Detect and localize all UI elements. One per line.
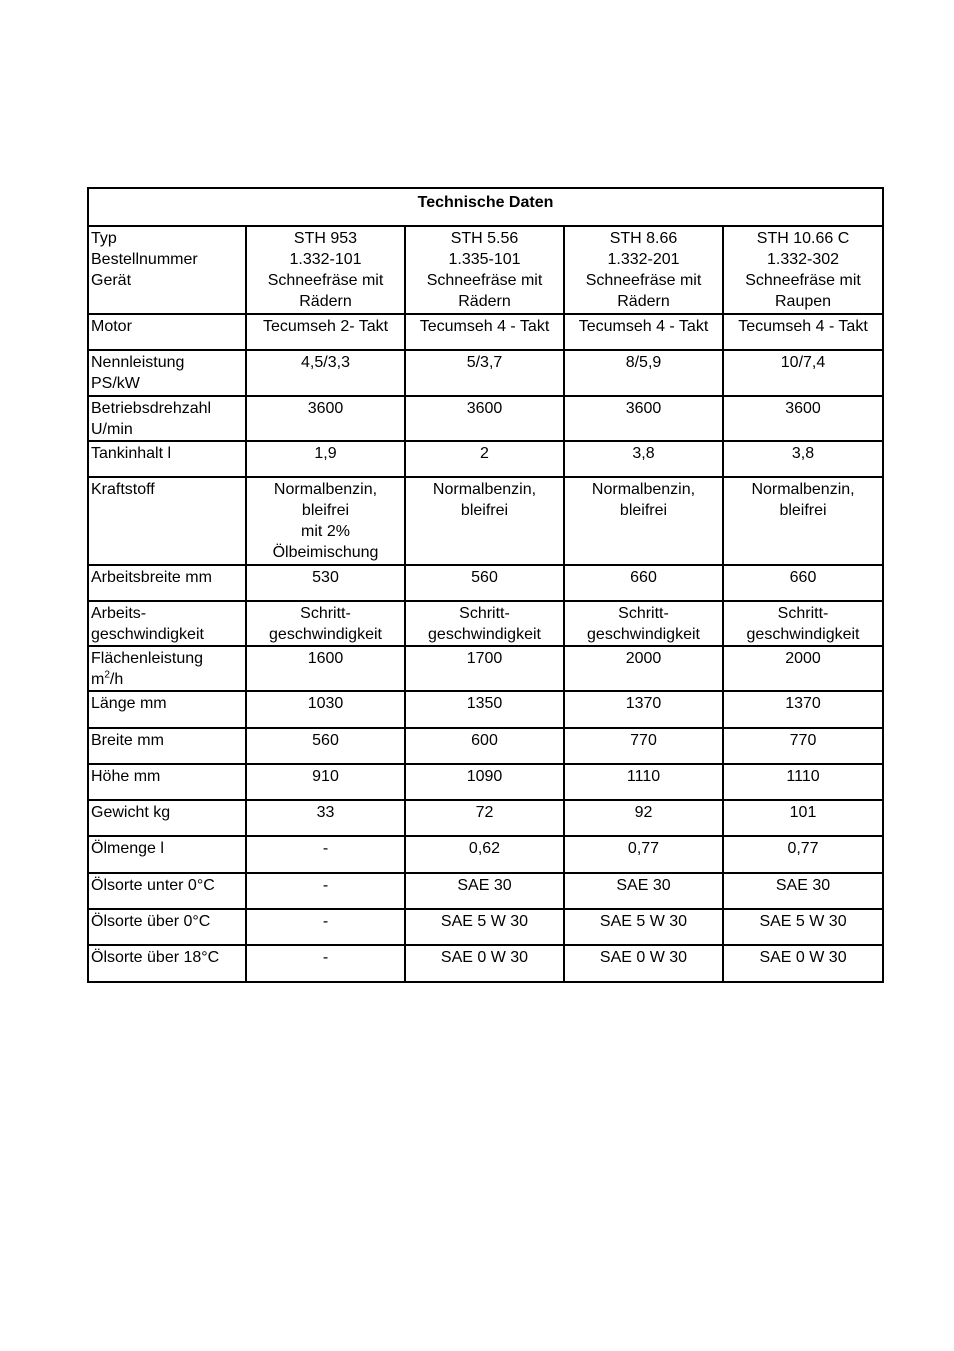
cell-value: Normalbenzin, <box>591 481 696 498</box>
table-cell <box>723 873 883 909</box>
cell-value: 0,77 <box>787 840 819 857</box>
table-cell <box>405 350 564 396</box>
table-cell <box>405 646 564 691</box>
table-row <box>88 836 883 873</box>
cell-value: 2 <box>480 445 489 462</box>
unit-suffix: /h <box>109 671 124 688</box>
row-label-line: Gewicht kg <box>91 804 171 821</box>
model-nr: 1.335-101 <box>448 251 521 268</box>
table-cell <box>405 396 564 441</box>
cell-value: Tecumseh 4 - Takt <box>578 318 709 335</box>
cell-value: 2000 <box>785 650 821 667</box>
cell-value: Normalbenzin, <box>273 481 378 498</box>
model-header-row <box>88 226 883 314</box>
row-label-line <box>91 669 243 690</box>
table-row <box>88 728 883 764</box>
cell-value: 3,8 <box>791 445 815 462</box>
row-label-line: Arbeitsbreite mm <box>91 569 212 586</box>
table-cell <box>246 728 405 764</box>
cell-value: - <box>322 913 329 930</box>
table-cell <box>564 909 723 945</box>
cell-value: - <box>322 877 329 894</box>
table-cell <box>405 691 564 728</box>
table-cell <box>246 477 405 565</box>
model-geraet: Raupen <box>774 293 832 310</box>
model-typ: STH 953 <box>293 230 358 247</box>
cell-value: 660 <box>630 569 657 586</box>
row-label <box>88 396 246 441</box>
cell-value: 5/3,7 <box>466 354 503 371</box>
table-cell <box>405 565 564 601</box>
table-cell <box>246 314 405 350</box>
row-label <box>88 477 246 565</box>
table-cell <box>405 477 564 565</box>
cell-value: 3600 <box>785 400 821 417</box>
table-row <box>88 945 883 982</box>
cell-value: Schritt- <box>300 605 351 622</box>
row-label <box>88 646 246 691</box>
table-row <box>88 909 883 945</box>
table-cell <box>246 800 405 836</box>
row-label <box>88 764 246 800</box>
cell-value: - <box>322 949 329 966</box>
table-cell <box>564 477 723 565</box>
cell-value: Tecumseh 4 - Takt <box>419 318 550 335</box>
table-cell <box>246 945 405 982</box>
table-row <box>88 800 883 836</box>
row-label <box>88 314 246 350</box>
model-nr: 1.332-201 <box>607 251 680 268</box>
cell-value: SAE 30 <box>457 877 512 894</box>
cell-value: geschwindigkeit <box>746 626 860 643</box>
cell-value: 0,62 <box>468 840 501 857</box>
row-label <box>88 565 246 601</box>
cell-value: 1370 <box>785 695 821 712</box>
model-geraet: Rädern <box>617 293 670 310</box>
cell-value: 1110 <box>626 768 661 785</box>
table-cell <box>405 601 564 646</box>
cell-value: Normalbenzin, <box>751 481 855 498</box>
table-cell <box>564 441 723 477</box>
table-row <box>88 441 883 477</box>
row-label-line: PS/kW <box>91 375 140 392</box>
row-label <box>88 691 246 728</box>
table-cell <box>564 601 723 646</box>
cell-value: SAE 5 W 30 <box>599 913 688 930</box>
row-label <box>88 836 246 873</box>
table-cell <box>246 441 405 477</box>
spec-table <box>87 187 884 983</box>
model-typ: STH 5.56 <box>450 230 519 247</box>
cell-value: 910 <box>312 768 339 785</box>
row-label <box>88 350 246 396</box>
table-cell <box>723 909 883 945</box>
cell-value: 4,5/3,3 <box>301 354 350 371</box>
table-cell <box>246 350 405 396</box>
cell-value: Tecumseh 2- Takt <box>262 318 389 335</box>
row-label-line: U/min <box>91 421 133 438</box>
title-row <box>88 188 883 226</box>
table-cell <box>405 728 564 764</box>
table-cell <box>564 873 723 909</box>
table-row <box>88 691 883 728</box>
model-geraet: Schneefräse mit <box>267 272 384 289</box>
table-cell <box>246 909 405 945</box>
table-cell <box>564 728 723 764</box>
cell-value: 3,8 <box>632 445 655 462</box>
row-label <box>88 601 246 646</box>
cell-value: 72 <box>475 804 494 821</box>
table-cell <box>564 800 723 836</box>
cell-value: SAE 0 W 30 <box>440 949 529 966</box>
row-label-line: Nennleistung <box>91 354 185 371</box>
table-row <box>88 873 883 909</box>
cell-value: 92 <box>634 804 653 821</box>
model-cell-3 <box>564 226 723 314</box>
table-cell <box>564 691 723 728</box>
cell-value: 660 <box>789 569 817 586</box>
cell-value: 101 <box>789 804 817 821</box>
row-label <box>88 441 246 477</box>
cell-value: Ölbeimischung <box>272 544 379 561</box>
table-row <box>88 601 883 646</box>
table-cell <box>723 314 883 350</box>
table-cell <box>564 350 723 396</box>
row-label-line: Betriebsdrehzahl <box>91 400 212 417</box>
table-title: Technische Daten <box>88 188 883 226</box>
cell-value: 770 <box>630 732 657 749</box>
row-label-line: Ölmenge l <box>91 840 164 857</box>
row-label-line: Kraftstoff <box>91 481 155 498</box>
table-cell <box>405 873 564 909</box>
table-cell <box>564 646 723 691</box>
cell-value: bleifrei <box>460 502 509 519</box>
cell-value: 33 <box>316 804 335 821</box>
cell-value: SAE 0 W 30 <box>599 949 688 966</box>
table-cell <box>246 836 405 873</box>
row-label-line: Ölsorte unter 0°C <box>91 877 215 894</box>
cell-value: 560 <box>471 569 498 586</box>
table-cell <box>564 314 723 350</box>
cell-value: 0,77 <box>627 840 660 857</box>
table-row <box>88 314 883 350</box>
table-cell <box>246 873 405 909</box>
cell-value: bleifrei <box>301 502 350 519</box>
row-label-line: geschwindigkeit <box>91 626 204 643</box>
cell-value: geschwindigkeit <box>587 626 700 643</box>
row-label-line: Arbeits- <box>91 605 147 622</box>
unit-exponent: 2 <box>104 669 110 681</box>
cell-value: 1,9 <box>314 445 337 462</box>
row-label <box>88 873 246 909</box>
row-label-line: Ölsorte über 18°C <box>91 949 220 966</box>
table-cell <box>723 800 883 836</box>
cell-value: bleifrei <box>779 502 827 519</box>
model-typ: STH 10.66 C <box>756 230 850 247</box>
model-cell-4 <box>723 226 883 314</box>
cell-value: 600 <box>471 732 498 749</box>
table-row <box>88 565 883 601</box>
model-cell-2 <box>405 226 564 314</box>
cell-value: 530 <box>312 569 339 586</box>
header-label-typ: Typ <box>91 230 117 247</box>
table-cell <box>405 945 564 982</box>
row-label-line: Flächenleistung <box>91 650 204 667</box>
header-label-bestellnummer: Bestellnummer <box>91 251 198 268</box>
model-geraet: Rädern <box>458 293 511 310</box>
cell-value: mit 2% <box>301 523 350 540</box>
row-label <box>88 728 246 764</box>
table-cell <box>564 945 723 982</box>
table-cell <box>246 646 405 691</box>
cell-value: bleifrei <box>619 502 668 519</box>
model-geraet: Schneefräse mit <box>585 272 702 289</box>
table-cell <box>405 314 564 350</box>
table-row <box>88 646 883 691</box>
cell-value: SAE 30 <box>775 877 831 894</box>
cell-value: 1600 <box>307 650 344 667</box>
table-cell <box>405 764 564 800</box>
row-label-line: Ölsorte über 0°C <box>91 913 211 930</box>
cell-value: 2000 <box>625 650 662 667</box>
table-cell <box>723 646 883 691</box>
table-cell <box>246 764 405 800</box>
cell-value: 1110 <box>786 768 820 785</box>
table-row <box>88 396 883 441</box>
table-cell <box>723 477 883 565</box>
model-geraet: Rädern <box>299 293 352 310</box>
table-cell <box>405 909 564 945</box>
table-cell <box>723 396 883 441</box>
table-cell <box>723 691 883 728</box>
table-cell <box>246 396 405 441</box>
header-label-geraet: Gerät <box>91 272 132 289</box>
header-label-cell <box>88 226 246 314</box>
row-label <box>88 800 246 836</box>
cell-value: 770 <box>789 732 817 749</box>
cell-value: Schritt- <box>777 605 829 622</box>
cell-value: SAE 30 <box>616 877 671 894</box>
spec-sheet <box>87 187 882 983</box>
model-nr: 1.332-101 <box>289 251 362 268</box>
cell-value: SAE 0 W 30 <box>759 949 847 966</box>
table-cell <box>723 441 883 477</box>
cell-value: Normalbenzin, <box>432 481 537 498</box>
model-geraet: Schneefräse mit <box>745 272 861 289</box>
row-label-line: Motor <box>91 318 132 335</box>
row-label-line: Länge mm <box>91 695 167 712</box>
cell-value: geschwindigkeit <box>269 626 382 643</box>
table-cell <box>246 601 405 646</box>
table-cell <box>723 565 883 601</box>
table-cell <box>723 350 883 396</box>
table-cell <box>564 836 723 873</box>
unit-base: m <box>91 671 105 688</box>
table-row <box>88 477 883 565</box>
cell-value: 3600 <box>466 400 503 417</box>
cell-value: Schritt- <box>459 605 510 622</box>
table-cell <box>723 945 883 982</box>
spec-table-body <box>88 188 883 982</box>
cell-value: SAE 5 W 30 <box>759 913 847 930</box>
cell-value: 1350 <box>466 695 503 712</box>
table-cell <box>564 764 723 800</box>
table-row <box>88 764 883 800</box>
table-cell <box>246 691 405 728</box>
cell-value: - <box>322 840 329 857</box>
row-label-line: Breite mm <box>91 732 164 749</box>
model-cell-1 <box>246 226 405 314</box>
row-label-line: Tankinhalt l <box>91 445 172 462</box>
table-cell <box>723 836 883 873</box>
cell-value: Tecumseh 4 - Takt <box>738 318 868 335</box>
table-row <box>88 350 883 396</box>
cell-value: 1370 <box>625 695 662 712</box>
model-geraet: Schneefräse mit <box>426 272 543 289</box>
cell-value: 1700 <box>466 650 503 667</box>
cell-value: SAE 5 W 30 <box>440 913 529 930</box>
table-cell <box>405 800 564 836</box>
cell-value: 1030 <box>307 695 344 712</box>
table-cell <box>564 396 723 441</box>
row-label-line: Höhe mm <box>91 768 161 785</box>
row-label <box>88 909 246 945</box>
cell-value: geschwindigkeit <box>428 626 541 643</box>
cell-value: 560 <box>312 732 339 749</box>
model-nr: 1.332-302 <box>766 251 840 268</box>
table-cell <box>723 764 883 800</box>
cell-value: 3600 <box>307 400 344 417</box>
cell-value: 1090 <box>466 768 503 785</box>
table-cell <box>564 565 723 601</box>
table-cell <box>723 601 883 646</box>
table-cell <box>723 728 883 764</box>
cell-value: 10/7,4 <box>780 354 826 371</box>
cell-value: 3600 <box>625 400 662 417</box>
cell-value: Schritt- <box>618 605 669 622</box>
model-typ: STH 8.66 <box>609 230 678 247</box>
cell-value: 8/5,9 <box>625 354 662 371</box>
table-cell <box>405 836 564 873</box>
table-cell <box>405 441 564 477</box>
row-label <box>88 945 246 982</box>
table-cell <box>246 565 405 601</box>
